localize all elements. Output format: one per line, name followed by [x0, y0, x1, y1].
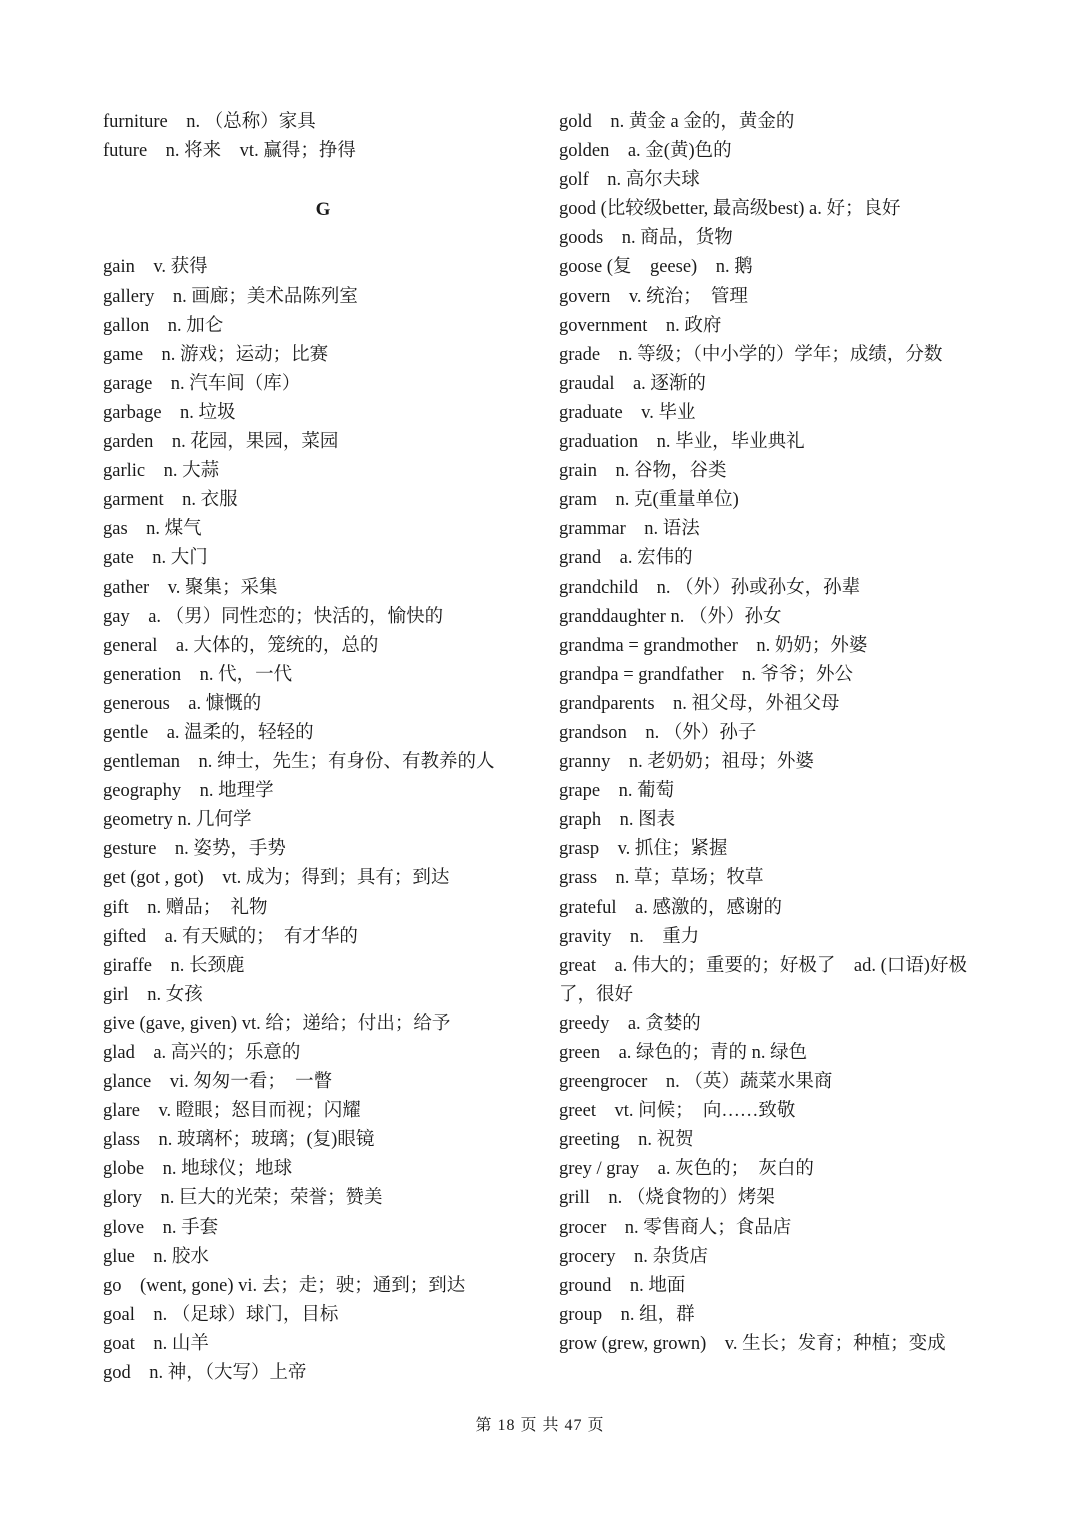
vocab-entry: garment n. 衣服: [103, 490, 238, 511]
vocab-entry: grandma = grandmother n. 奶奶；外婆: [559, 635, 868, 656]
vocab-entry: gentle a. 温柔的，轻轻的: [103, 722, 314, 743]
vocab-entry: greedy a. 贪婪的: [559, 1013, 701, 1034]
right-entry-list: [559, 108, 989, 1359]
vocab-entry: grasp v. 抓住；紧握: [559, 839, 728, 860]
vocab-entry: granddaughter n. （外）孙女: [559, 606, 782, 627]
section-heading: G: [315, 199, 331, 221]
vocab-entry: grocer n. 零售商人；食品店: [559, 1217, 792, 1238]
vocab-entry: grain n. 谷物，谷类: [559, 461, 727, 482]
vocab-entry: grass n. 草；草场；牧草: [559, 868, 764, 889]
section-spacer: [103, 224, 543, 253]
vocab-entry: go (went, gone) vi. 去；走；驶；通到；到达: [103, 1275, 466, 1296]
vocab-entry: glove n. 手套: [103, 1217, 219, 1238]
vocab-entry: govern v. 统治； 管理: [559, 286, 748, 307]
vocab-entry: geography n. 地理学: [103, 781, 274, 802]
vocab-entry: grandparents n. 祖父母，外祖父母: [559, 693, 840, 714]
vocab-entry: gifted a. 有天赋的； 有才华的: [103, 926, 358, 947]
vocab-entry: geometry n. 几何学: [103, 810, 252, 831]
vocab-entry: golden a. 金(黄)色的: [559, 141, 732, 162]
vocab-entry: give (gave, given) vt. 给；递给；付出；给予: [103, 1013, 451, 1034]
left-column: [103, 108, 543, 1388]
vocab-entry: great a. 伟大的；重要的；好极了 ad. (口语)好极了，很好: [559, 955, 967, 1005]
page-number-footer: 第 18 页 共 47 页: [475, 1417, 605, 1434]
vocab-entry: goods n. 商品，货物: [559, 228, 733, 249]
vocab-entry: gate n. 大门: [103, 548, 208, 569]
vocab-entry: greeting n. 祝贺: [559, 1130, 694, 1151]
vocab-entry: grammar n. 语法: [559, 519, 700, 540]
vocab-entry: gallery n. 画廊；美术品陈列室: [103, 286, 358, 307]
vocab-entry: garden n. 花园，果园，菜园: [103, 432, 339, 453]
vocab-entry: glory n. 巨大的光荣；荣誉；赞美: [103, 1188, 383, 1209]
vocab-entry: gather v. 聚集；采集: [103, 577, 278, 598]
vocab-entry: grape n. 葡萄: [559, 781, 675, 802]
vocab-entry: grateful a. 感激的，感谢的: [559, 897, 782, 918]
vocab-entry: goat n. 山羊: [103, 1333, 209, 1354]
vocab-entry: generation n. 代，一代: [103, 664, 293, 685]
vocab-entry: gain v. 获得: [103, 257, 208, 278]
vocab-entry: garbage n. 垃圾: [103, 402, 236, 423]
vocab-entry: grandpa = grandfather n. 爷爷；外公: [559, 664, 854, 685]
vocab-entry: golf n. 高尔夫球: [559, 170, 700, 191]
vocab-entry: grade n. 等级；（中小学的）学年；成绩，分数: [559, 344, 943, 365]
vocab-entry: ground n. 地面: [559, 1275, 686, 1296]
vocab-entry: gold n. 黄金 a 金的，黄金的: [559, 112, 795, 132]
vocab-entry: grandson n. （外）孙子: [559, 722, 757, 743]
vocab-entry: graph n. 图表: [559, 810, 676, 831]
vocab-entry: government n. 政府: [559, 315, 722, 336]
vocab-entry: goal n. （足球）球门，目标: [103, 1304, 339, 1325]
vocab-entry: gay a. （男）同性恋的；快活的，愉快的: [103, 606, 444, 627]
vocab-entry: greet vt. 问候； 向……致敬: [559, 1101, 796, 1122]
vocab-entry: generous a. 慷慨的: [103, 693, 262, 714]
vocab-entry: furniture n. （总称）家具: [103, 112, 316, 132]
vocab-entry: giraffe n. 长颈鹿: [103, 955, 245, 976]
vocab-entry: game n. 游戏；运动；比赛: [103, 344, 329, 365]
vocab-entry: good (比较级better, 最高级best) a. 好；良好: [559, 199, 901, 220]
vocab-entry: graduate v. 毕业: [559, 402, 696, 423]
section-spacer: [103, 166, 543, 195]
vocab-entry: glass n. 玻璃杯；玻璃；(复)眼镜: [103, 1130, 375, 1151]
vocab-entry: grocery n. 杂货店: [559, 1246, 708, 1267]
vocab-entry: grill n. （烧食物的）烤架: [559, 1188, 775, 1209]
vocab-entry: glance vi. 匆匆一看； 一瞥: [103, 1072, 333, 1093]
left-entry-list: [103, 253, 543, 1388]
vocab-entry: graduation n. 毕业，毕业典礼: [559, 432, 805, 453]
vocab-entry: gravity n. 重力: [559, 926, 700, 947]
vocab-entry: gram n. 克(重量单位): [559, 490, 739, 511]
vocab-entry: girl n. 女孩: [103, 984, 203, 1005]
vocab-entry: grey / gray a. 灰色的； 灰白的: [559, 1159, 814, 1180]
vocab-entry: gentleman n. 绅士，先生；有身份、有教养的人: [103, 752, 495, 773]
vocab-entry: greengrocer n. （英）蔬菜水果商: [559, 1072, 833, 1093]
vocab-entry: globe n. 地球仪；地球: [103, 1159, 293, 1180]
vocab-entry: god n. 神，（大写）上帝: [103, 1363, 307, 1384]
vocab-entry: gesture n. 姿势，手势: [103, 839, 286, 860]
vocab-entry: garage n. 汽车间（库）: [103, 373, 301, 394]
vocab-entry: granny n. 老奶奶；祖母；外婆: [559, 752, 814, 773]
vocab-entry: glue n. 胶水: [103, 1246, 209, 1267]
vocab-entry: general a. 大体的，笼统的，总的: [103, 635, 379, 656]
right-column: [559, 108, 989, 1359]
vocab-entry: goose (复 geese) n. 鹅: [559, 257, 753, 278]
vocab-entry: garlic n. 大蒜: [103, 461, 220, 482]
vocab-entry: grand a. 宏伟的: [559, 548, 693, 569]
vocab-entry: gallon n. 加仑: [103, 315, 224, 336]
vocab-entry: grow (grew, grown) v. 生长；发育；种植；变成: [559, 1333, 946, 1354]
vocab-entry: future n. 将来 vt. 赢得；挣得: [103, 141, 356, 162]
vocab-entry: graudal a. 逐渐的: [559, 373, 706, 394]
vocab-entry: gas n. 煤气: [103, 519, 202, 540]
vocab-entry: glare v. 瞪眼；怒目而视；闪耀: [103, 1101, 361, 1122]
vocab-entry: grandchild n. （外）孙或孙女，孙辈: [559, 577, 861, 598]
vocab-entry: group n. 组，群: [559, 1304, 695, 1325]
vocab-entry: green a. 绿色的；青的 n. 绿色: [559, 1043, 808, 1063]
vocab-entry: get (got , got) vt. 成为；得到；具有；到达: [103, 868, 450, 889]
vocab-entry: glad a. 高兴的；乐意的: [103, 1043, 301, 1063]
vocab-entry: gift n. 赠品； 礼物: [103, 897, 268, 918]
